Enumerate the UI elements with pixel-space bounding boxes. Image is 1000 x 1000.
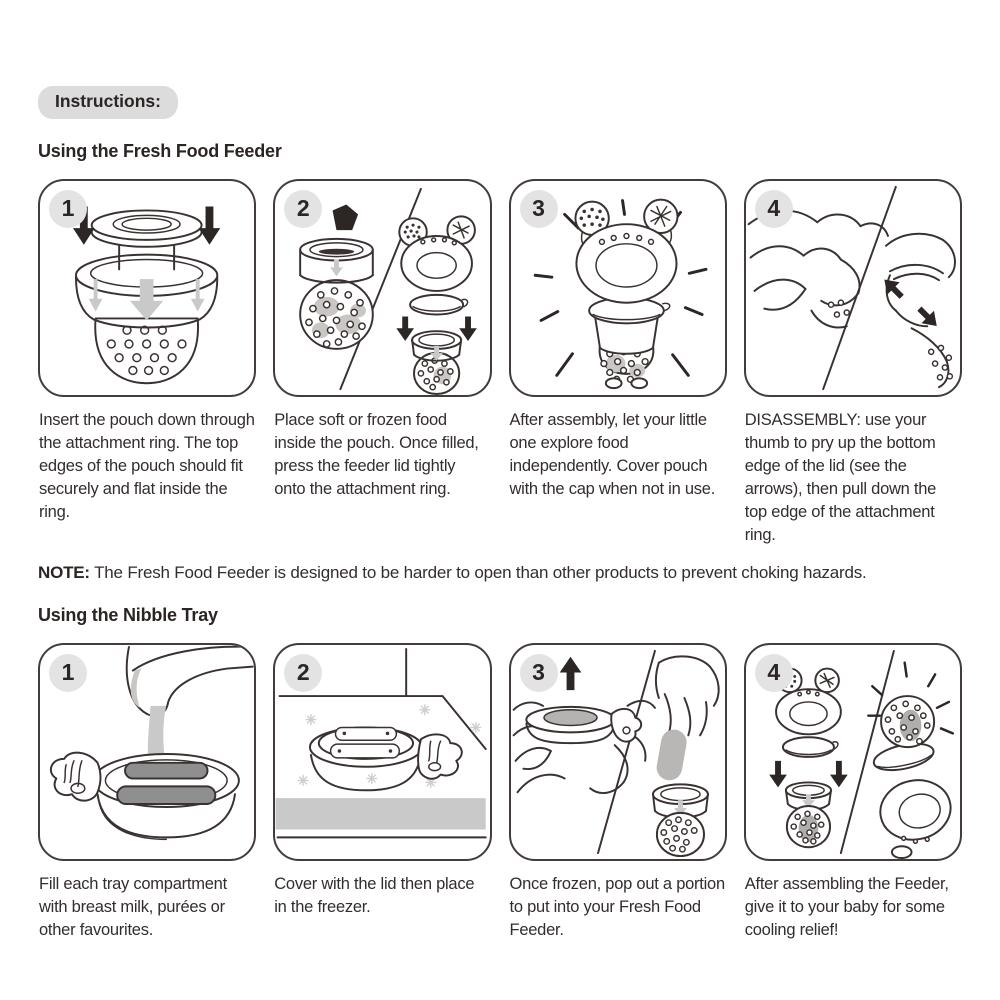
snowflake-icon (471, 722, 481, 732)
snowflake-icon (367, 773, 377, 783)
tray-step-4-caption: After assembling the Feeder, give it to your baby for some cooling relief! (744, 874, 949, 939)
snowflake-icon (306, 714, 316, 724)
tray-step-3-caption: Once frozen, pop out a portion to put into your Fresh Food Feeder. (509, 874, 725, 939)
frog-handle-drawing (51, 752, 101, 800)
tray-step-2-caption: Cover with the lid then place in the freezer. (274, 874, 475, 916)
down-right-arrow-icon (913, 302, 943, 332)
feeder-step-4-box (744, 179, 962, 397)
exploded-feeder-drawing (769, 668, 848, 847)
handle-ring-drawing (875, 773, 956, 845)
step-number-badge: 4 (755, 190, 793, 228)
section-title-fresh-food-feeder: Using the Fresh Food Feeder (38, 140, 282, 161)
down-arrow-icon (397, 316, 415, 341)
step-number-badge: 4 (755, 654, 793, 692)
up-left-arrow-icon (878, 273, 908, 303)
step-number-badge: 1 (49, 190, 87, 228)
tray-compartment (117, 786, 215, 804)
instructions-badge: Instructions: (38, 86, 178, 119)
note-text: The Fresh Food Feeder is designed to be harder to open than other products to prevent choking hazards. (94, 562, 867, 582)
food-piece-icon (333, 204, 359, 230)
frog-lid-drawing (400, 216, 476, 291)
tray-compartment (125, 762, 207, 778)
feeder-step-4 (744, 179, 962, 547)
feeder-step-2-caption: Place soft or frozen food inside the pouch. Once filled, press the feeder lid tightly onto the attachment ring. (274, 410, 479, 498)
feeder-step-1-box (38, 179, 256, 397)
frog-handle-drawing (575, 199, 677, 302)
feeder-step-2 (273, 179, 491, 547)
choking-hazard-note (38, 563, 962, 583)
feeder-steps-row (38, 179, 962, 547)
note-label: NOTE: (38, 562, 90, 582)
tray-step-3 (509, 643, 727, 942)
feeder-step-3 (509, 179, 727, 547)
step-number-badge: 2 (284, 654, 322, 692)
section-title-nibble-tray: Using the Nibble Tray (38, 604, 218, 625)
feeder-step-3-box (509, 179, 727, 397)
tray-step-1 (38, 643, 256, 942)
feeder-step-1 (38, 179, 256, 547)
feeder-step-2-box (273, 179, 491, 397)
down-arrow-icon (830, 760, 848, 787)
freezer-shelf (276, 798, 486, 829)
jug-drawing (127, 646, 253, 715)
up-arrow-icon (559, 656, 581, 689)
step-number-badge: 1 (49, 654, 87, 692)
step-number-badge: 3 (520, 190, 558, 228)
tray-step-2 (273, 643, 491, 942)
down-arrow-icon (769, 760, 787, 787)
feeder-step-4-caption: DISASSEMBLY: use your thumb to pry up the bottom edge of the lid (see the arrows), then pull down the top edge of the attachment ring. (744, 410, 937, 544)
tray-step-1-box (38, 643, 256, 861)
tray-step-1-caption: Fill each tray compartment with breast milk, purées or other favourites. (39, 874, 227, 939)
down-arrow-icon (459, 316, 477, 341)
tray-step-4 (744, 643, 962, 942)
frozen-portion (654, 727, 688, 782)
frozen-portion (544, 709, 597, 725)
tray-step-4-box (744, 643, 962, 861)
down-arrow-icon (330, 259, 343, 276)
hand-drawing-right (655, 656, 718, 735)
snowflake-icon (298, 775, 308, 785)
tray-step-3-box (509, 643, 727, 861)
tray-step-2-box (273, 643, 491, 861)
snowflake-icon (420, 704, 430, 714)
feeder-step-1-caption: Insert the pouch down through the attachment ring. The top edges of the pouch should fit securely and flat inside the ring. (39, 410, 255, 521)
frog-handle-drawing (418, 734, 462, 778)
feeder-step-3-caption: After assembly, let your little one explore food independently. Cover pouch with the cap when not in use. (509, 410, 716, 498)
step-number-badge: 3 (520, 654, 558, 692)
tray-steps-row (38, 643, 962, 942)
step-number-badge: 2 (284, 190, 322, 228)
